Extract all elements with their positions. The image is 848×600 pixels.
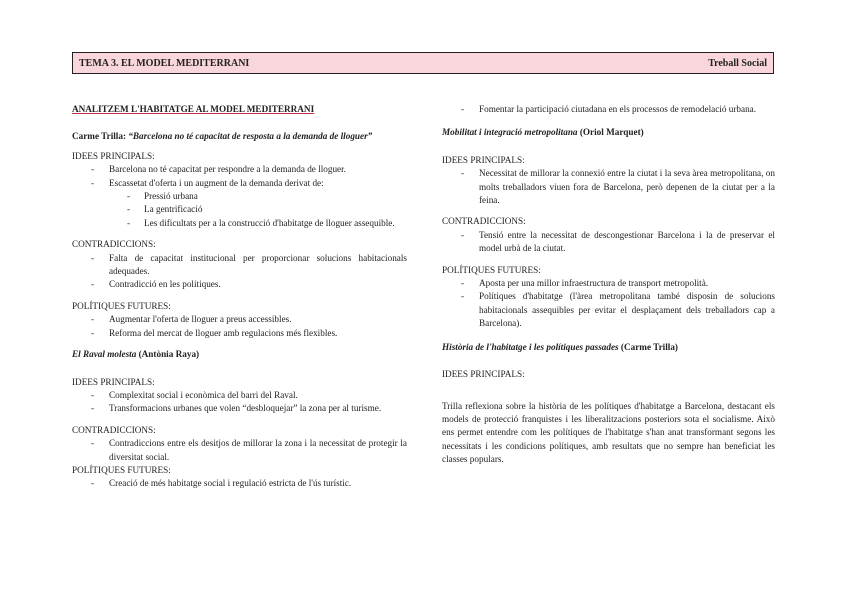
sub-list-item: - Pressió urbana [72, 190, 407, 203]
left-column [72, 103, 407, 491]
list-item: - Barcelona no té capacitat per respondre a la demanda de lloguer. [72, 163, 407, 176]
trilla-quote: “Barcelona no té capacitat de resposta a la demanda de lloguer” [128, 131, 373, 142]
mobilitat-contra-list [442, 229, 775, 256]
header-subject: Treball Social [708, 57, 767, 69]
list-item: - Contradiccions entre els desitjos de millorar la zona i la necessitat de protegir la diversitat social. [72, 437, 407, 464]
future-policies-label: POLÍTIQUES FUTURES: [72, 300, 171, 311]
sub-list-item: - Les dificultats per a la construcció d'habitatge de lloguer assequible. [72, 217, 407, 230]
mobilitat-heading [442, 126, 775, 139]
list-item: - Transformacions urbanes que volen “desbloquejar” la zona per al turisme. [72, 402, 407, 415]
raval-title: El Raval molesta [72, 349, 137, 360]
raval-ideas-list [72, 389, 407, 416]
ideas-label: IDEES PRINCIPALS: [442, 154, 525, 165]
historia-title: Història de l'habitatge i les polítiques passades [442, 341, 619, 352]
historia-paragraph: Trilla reflexiona sobre la història de les polítiques d'habitatge a Barcelona, destacant els models de protecció franquistes i les liberalitzacions posteriors sota el socialisme. Això ens permet entendre com les polítiques de l'habitatge s'han anat transformant segons les necessitats i les condicions polítiques, amb resultats que no sempre han beneficiat les classes populars. [442, 400, 775, 465]
list-item: - Polítiques d'habitatge (l'àrea metropolitana també disposin de solucions habitacionals assequibles per evitar el desplaçament dels treballadors cap a Barcelona). [442, 290, 775, 330]
list-item: - Augmentar l'oferta de lloguer a preus accessibles. [72, 313, 407, 326]
trilla-ideas-list [72, 163, 407, 230]
mobilitat-future-list [442, 277, 775, 331]
historia-heading [442, 341, 775, 354]
list-item: - Aposta per una millor infraestructura de transport metropolità. [442, 277, 775, 290]
list-item: - Complexitat social i econòmica del barri del Raval. [72, 389, 407, 402]
list-item: - Falta de capacitat institucional per proporcionar solucions habitacionals adequades. [72, 252, 407, 279]
future-policies-label: POLÍTIQUES FUTURES: [442, 264, 541, 275]
raval-author: (Antònia Raya) [136, 349, 200, 360]
sub-list-item: - La gentrificació [72, 203, 407, 216]
continued-list [442, 103, 775, 116]
raval-heading [72, 348, 407, 361]
list-item: - Fomentar la participació ciutadana en els processos de remodelació urbana. [442, 103, 775, 116]
future-policies-label: POLÍTIQUES FUTURES: [72, 464, 171, 475]
list-item: - Tensió entre la necessitat de descongestionar Barcelona i la de preservar el model urbà de la ciutat. [442, 229, 775, 256]
contradictions-label: CONTRADICCIONS: [72, 239, 156, 250]
ideas-label: IDEES PRINCIPALS: [72, 376, 155, 387]
list-item: - Creació de més habitatge social i regulació estricta de l'ús turístic. [72, 477, 407, 490]
trilla-future-list [72, 313, 407, 340]
list-item: - Necessitat de millorar la connexió entre la ciutat i la seva àrea metropolitana, on molts treballadors viuen fora de Barcelona, però depenen de la ciutat per a la feina. [442, 167, 775, 207]
ideas-label: IDEES PRINCIPALS: [72, 150, 155, 161]
historia-author: (Carme Trilla) [618, 341, 678, 352]
trilla-author: Carme Trilla: [72, 131, 129, 142]
list-item: - Reforma del mercat de lloguer amb regulacions més flexibles. [72, 327, 407, 340]
list-item: - Escassetat d'oferta i un augment de la demanda derivat de: [72, 177, 407, 190]
contradictions-label: CONTRADICCIONS: [72, 424, 156, 435]
raval-future-list [72, 477, 407, 490]
right-column [442, 103, 775, 467]
list-item: - Contradicció en les polítiques. [72, 278, 407, 291]
mobilitat-title: Mobilitat i integració metropolitana [442, 127, 578, 138]
mobilitat-author: (Oriol Marquet) [577, 127, 644, 138]
trilla-contra-list [72, 252, 407, 292]
contradictions-label: CONTRADICCIONS: [442, 216, 526, 227]
header-title: TEMA 3. EL MODEL MEDITERRANI [79, 57, 250, 69]
raval-contra-list [72, 437, 407, 464]
trilla-heading [72, 130, 407, 143]
page-header [72, 52, 774, 74]
section-title: ANALITZEM L'HABITATGE AL MODEL MEDITERRANI [72, 104, 315, 114]
mobilitat-ideas-list [442, 167, 775, 207]
ideas-label: IDEES PRINCIPALS: [442, 369, 525, 380]
